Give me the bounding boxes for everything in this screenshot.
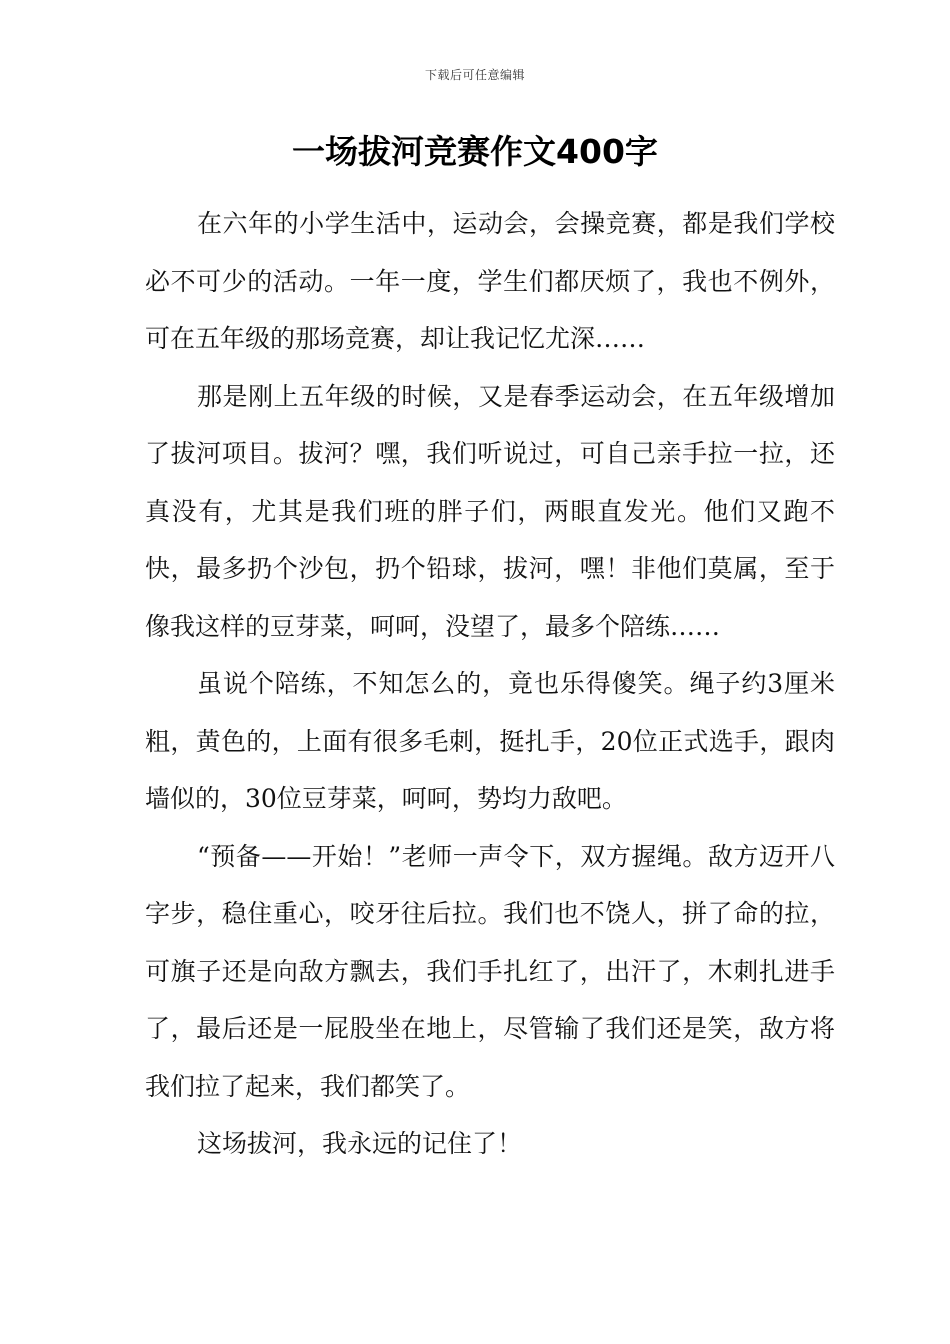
paragraph: 在六年的小学生活中，运动会，会操竞赛，都是我们学校必不可少的活动。一年一度，学生们都厌烦了，我也不例外，可在五年级的那场竞赛，却让我记忆尤深…… (145, 209, 835, 353)
page-header-note: 下载后可任意编辑 (424, 68, 525, 82)
document-body (145, 195, 835, 1173)
paragraph: 那是刚上五年级的时候，又是春季运动会，在五年级增加了拔河项目。拔河？嘿，我们听说过，可自己亲手拉一拉，还真没有，尤其是我们班的胖子们，两眼直发光。他们又跑不快，最多扔个沙包，扔个铅球，拔河，嘿！非他们莫属，至于像我这样的豆芽菜，呵呵，没望了，最多个陪练…… (145, 381, 835, 641)
paragraph: 虽说个陪练，不知怎么的，竟也乐得傻笑。绳子约3厘米粗，黄色的，上面有很多毛刺，挺扎手，20位正式选手，跟肉墙似的，30位豆芽菜，呵呵，势均力敌吧。 (145, 669, 835, 813)
paragraph: 这场拔河，我永远的记住了！ (197, 1129, 523, 1158)
paragraph: “预备——开始！”老师一声令下，双方握绳。敌方迈开八字步，稳住重心，咬牙往后拉。我们也不饶人，拼了命的拉，可旗子还是向敌方飘去，我们手扎红了，出汗了，木刺扎进手了，最后还是一屁股坐在地上，尽管输了我们还是笑，敌方将我们拉了起来，我们都笑了。 (145, 841, 835, 1101)
document-title: 一场拔河竞赛作文400字 (292, 132, 658, 171)
